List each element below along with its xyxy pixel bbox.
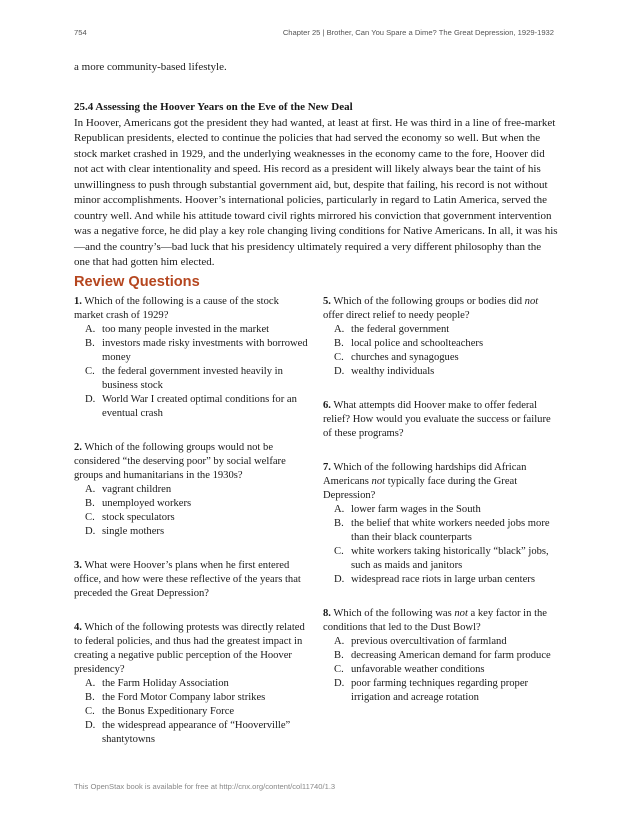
option-letter: D. (334, 574, 345, 585)
question-text: Which of the following groups or bodies did (333, 296, 525, 307)
option-letter: B. (334, 650, 344, 661)
option-letter: B. (334, 518, 344, 529)
question-stem (74, 441, 310, 483)
question (74, 621, 310, 747)
option-letter: A. (85, 484, 96, 495)
option-text: investors made risky investments with borrowed money (102, 338, 308, 363)
answer-option (323, 545, 559, 573)
answer-option (74, 511, 310, 525)
option-text: stock speculators (102, 512, 175, 523)
option-letter: C. (85, 512, 95, 523)
question-stem (74, 559, 310, 601)
option-text: the Farm Holiday Association (102, 678, 229, 689)
answer-option (323, 677, 559, 705)
option-letter: B. (85, 338, 95, 349)
option-letter: C. (85, 366, 95, 377)
option-text: churches and synagogues (351, 352, 459, 363)
question-text-end: typically face during the Great Depression? (323, 476, 518, 501)
option-letter: A. (334, 504, 345, 515)
option-letter: D. (334, 678, 345, 689)
answer-option (74, 365, 310, 393)
question-text-end: offer direct relief to needy people? (323, 310, 470, 321)
question-number: 1. (74, 296, 82, 307)
section-paragraph: In Hoover, Americans got the president they had wanted, at least at first. He was third in a line of free-market Republican presidents, elected to continue the policies that had served the economy so well. But when the stock market crashed in 1929, and the underlying weaknesses in the economy came to the fore, Hoover did not act with clear intentionality and speed. His record as a president will likely always bear the taint of his unwillingness to push through substantial government aid, but, despite that failing, his record is not without minor accomplishments. Hoover’s international policies, particularly in regard to Latin America, served the country well. And while his attitude toward civil rights mirrored his conviction that government intervention was a negative force, he did play a key role changing living conditions for Native Americans. In all, it was his—and the country’s—bad luck that his presidency ultimately required a very different philosophy than the one that had gotten him elected. (74, 116, 558, 268)
question-number: 7. (323, 462, 331, 473)
question-text: What attempts did Hoover make to offer federal relief? How would you evaluate the success or failure of these programs? (323, 400, 551, 439)
option-letter: B. (334, 338, 344, 349)
option-letter: A. (334, 324, 345, 335)
question-stem (323, 461, 559, 503)
option-text: white workers taking historically “black” jobs, such as maids and janitors (351, 546, 549, 571)
option-letter: B. (85, 692, 95, 703)
answer-options (74, 323, 310, 421)
option-text: poor farming techniques regarding proper irrigation and acreage rotation (351, 678, 529, 703)
question (323, 461, 559, 587)
answer-options (323, 635, 559, 705)
option-letter: D. (85, 720, 96, 731)
answer-option (74, 323, 310, 337)
option-text: vagrant children (102, 484, 172, 495)
answer-option (74, 691, 310, 705)
answer-options (323, 503, 559, 587)
option-text: the widespread appearance of “Hooverville” shantytowns (102, 720, 291, 745)
option-text: the federal government (351, 324, 450, 335)
question-emphasis: not (454, 608, 468, 619)
review-questions-heading: Review Questions (74, 274, 200, 290)
question-emphasis: not (524, 296, 539, 307)
option-text: the federal government invested heavily in business stock (102, 366, 283, 391)
option-text: unfavorable weather conditions (351, 664, 485, 675)
question-stem (74, 621, 310, 677)
question-stem (323, 399, 559, 441)
questions-left-column (74, 295, 310, 767)
answer-option (323, 649, 559, 663)
answer-option (323, 365, 559, 379)
question-text: Which of the following hardships did African Americans (323, 462, 527, 487)
question-text: What were Hoover’s plans when he first entered office, and how were these reflective of the years that preceded the Great Depression? (74, 560, 301, 599)
question-number: 3. (74, 560, 82, 571)
question-text: Which of the following is a cause of the stock market crash of 1929? (74, 296, 279, 321)
answer-option (323, 517, 559, 545)
option-text: World War I created optimal conditions for an eventual crash (102, 394, 297, 419)
section-title: 25.4 Assessing the Hoover Years on the Eve of the New Deal (74, 101, 353, 113)
option-letter: B. (85, 498, 95, 509)
answer-options (74, 483, 310, 539)
answer-option (74, 677, 310, 691)
question-number: 5. (323, 296, 331, 307)
answer-option (74, 497, 310, 511)
question-number: 6. (323, 400, 331, 411)
answer-option (74, 337, 310, 365)
option-text: too many people invested in the market (102, 324, 270, 335)
answer-options (323, 323, 559, 379)
option-letter: C. (85, 706, 95, 717)
option-letter: A. (85, 678, 96, 689)
question-text-end: a key factor in the conditions that led to the Dust Bowl? (323, 608, 548, 633)
section-25-4 (74, 100, 558, 271)
option-text: the belief that white workers needed jobs more than their black counterparts (351, 518, 550, 543)
page-number: 754 (74, 28, 87, 37)
option-text: previous overcultivation of farmland (351, 636, 507, 647)
option-text: widespread race riots in large urban centers (351, 574, 535, 585)
option-text: decreasing American demand for farm produce (351, 650, 551, 661)
question (323, 295, 559, 379)
question-number: 2. (74, 442, 82, 453)
option-text: unemployed workers (102, 498, 192, 509)
option-letter: D. (85, 526, 96, 537)
option-letter: C. (334, 664, 344, 675)
question (74, 441, 310, 539)
answer-option (74, 719, 310, 747)
option-letter: A. (85, 324, 96, 335)
option-letter: C. (334, 546, 344, 557)
answer-option (323, 337, 559, 351)
option-text: the Ford Motor Company labor strikes (102, 692, 266, 703)
question (74, 295, 310, 421)
answer-option (74, 705, 310, 719)
answer-option (74, 525, 310, 539)
question (74, 559, 310, 601)
answer-option (74, 393, 310, 421)
answer-option (323, 635, 559, 649)
option-text: wealthy individuals (351, 366, 435, 377)
option-text: lower farm wages in the South (351, 504, 481, 515)
chapter-header: Chapter 25 | Brother, Can You Spare a Dime? The Great Depression, 1929-1932 (282, 28, 554, 37)
question-number: 4. (74, 622, 82, 633)
question-emphasis: not (371, 476, 386, 487)
answer-option (323, 351, 559, 365)
question-stem (74, 295, 310, 323)
option-letter: C. (334, 352, 344, 363)
answer-option (74, 483, 310, 497)
question-text: Which of the following protests was directly related to federal policies, and thus had the greatest impact in creating a negative public perception of the Hoover presidency? (74, 622, 305, 675)
answer-options (74, 677, 310, 747)
questions-right-column (323, 295, 559, 725)
question-text: Which of the following groups would not be considered “the deserving poor” by social welfare groups and humanitarians in the 1930s? (74, 442, 286, 481)
option-text: local police and schoolteachers (351, 338, 484, 349)
footer-note: This OpenStax book is available for free at http://cnx.org/content/col11740/1.3 (74, 782, 336, 791)
option-letter: D. (85, 394, 96, 405)
question-number: 8. (323, 608, 331, 619)
answer-option (323, 573, 559, 587)
option-letter: A. (334, 636, 345, 647)
question-stem (323, 607, 559, 635)
option-text: the Bonus Expeditionary Force (102, 706, 235, 717)
answer-option (323, 503, 559, 517)
question (323, 607, 559, 705)
answer-option (323, 663, 559, 677)
question-text: Which of the following was (333, 608, 455, 619)
carryover-text: a more community-based lifestyle. (74, 61, 227, 73)
option-letter: D. (334, 366, 345, 377)
answer-option (323, 323, 559, 337)
question-stem (323, 295, 559, 323)
question (323, 399, 559, 441)
option-text: single mothers (102, 526, 165, 537)
